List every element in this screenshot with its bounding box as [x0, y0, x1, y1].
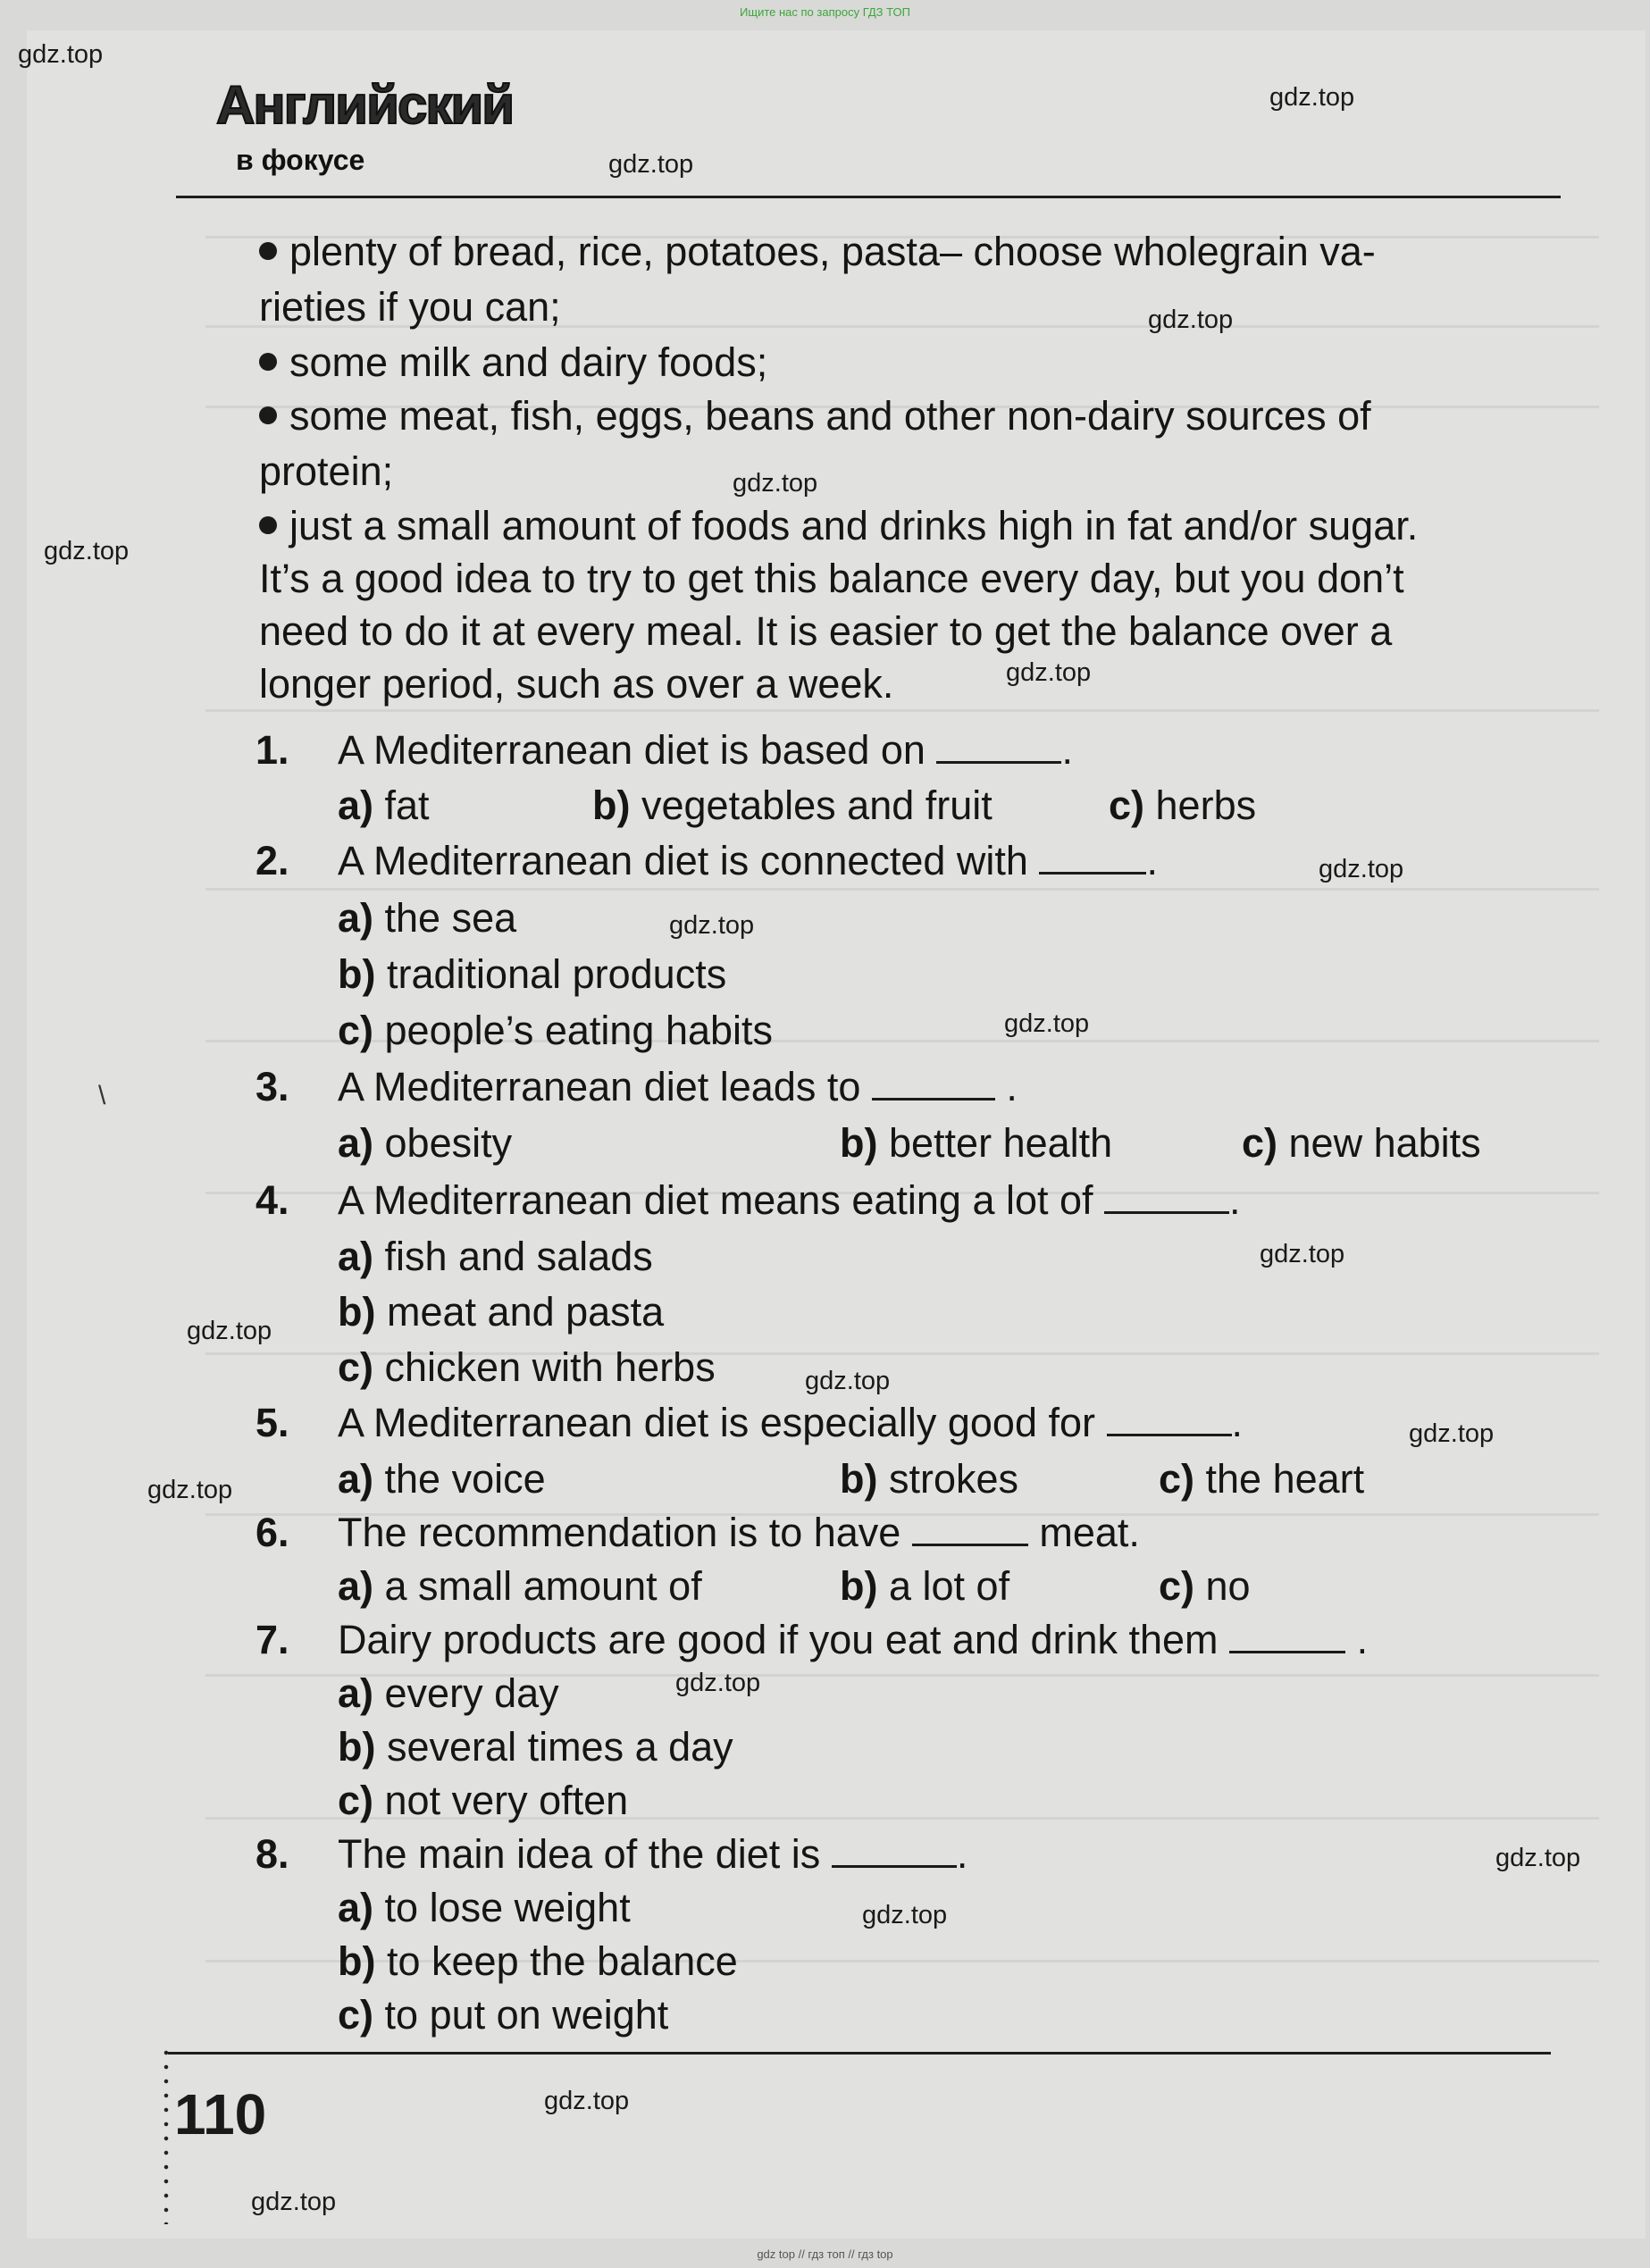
margin-dots	[163, 2046, 169, 2224]
answer-option[interactable]: c) chicken with herbs	[338, 1344, 716, 1390]
watermark: gdz.top	[1269, 83, 1355, 112]
question-text: A Mediterranean diet is especially good for	[338, 1400, 1095, 1445]
answer-blank[interactable]	[912, 1511, 1028, 1546]
answer-option[interactable]: c) no	[1159, 1563, 1251, 1609]
top-rule	[176, 196, 1561, 198]
answer-blank[interactable]	[832, 1833, 957, 1868]
page-number: 110	[174, 2082, 267, 2147]
answer-option[interactable]: b) to keep the balance	[338, 1938, 738, 1984]
stray-mark: \	[98, 1081, 106, 1110]
watermark: gdz.top	[1319, 855, 1404, 883]
paragraph-line: need to do it at every meal. It is easier to get the balance over a	[259, 608, 1393, 654]
list-item: some milk and dairy foods;	[259, 339, 767, 386]
question-number: 1.	[255, 727, 289, 773]
watermark: gdz.top	[1495, 1844, 1581, 1872]
answer-option[interactable]: b) traditional products	[338, 951, 727, 997]
answer-option[interactable]: b) several times a day	[338, 1724, 733, 1770]
answer-option[interactable]: a) fat	[338, 783, 430, 828]
answer-option[interactable]: b) meat and pasta	[338, 1289, 665, 1335]
paragraph-line: It’s a good idea to try to get this balance every day, but you don’t	[259, 556, 1404, 601]
watermark: gdz.top	[147, 1476, 233, 1504]
logo-title: Английский	[216, 75, 514, 135]
question-text: A Mediterranean diet is connected with	[338, 838, 1028, 883]
question-text: The recommendation is to have	[338, 1510, 901, 1555]
watermark: gdz.top	[1148, 305, 1234, 334]
watermark: gdz.top	[544, 2087, 630, 2115]
watermark: gdz.top	[1409, 1419, 1495, 1448]
answer-option[interactable]: c) new habits	[1242, 1120, 1481, 1166]
top-banner: Ищите нас по запросу ГДЗ ТОП	[740, 5, 910, 19]
question-number: 8.	[255, 1831, 289, 1877]
answer-option[interactable]: c) not very often	[338, 1778, 629, 1823]
question-number: 4.	[255, 1177, 289, 1223]
question-text: Dairy products are good if you eat and drink them	[338, 1617, 1219, 1662]
watermark: gdz.top	[862, 1901, 948, 1929]
textbook-logo	[161, 45, 514, 179]
question-text: The main idea of the diet is	[338, 1831, 821, 1877]
bullet-icon	[259, 242, 277, 260]
answer-blank[interactable]	[1104, 1179, 1229, 1214]
bottom-rule	[168, 2052, 1551, 2055]
answer-option[interactable]: a) obesity	[338, 1120, 513, 1166]
answer-blank[interactable]	[1107, 1402, 1232, 1436]
watermark: gdz.top	[18, 40, 104, 69]
question-text: A Mediterranean diet leads to	[338, 1064, 861, 1109]
list-item: just a small amount of foods and drinks high in fat and/or sugar.	[259, 503, 1418, 549]
question-number: 5.	[255, 1400, 289, 1445]
bullet-icon	[259, 516, 277, 534]
answer-option[interactable]: a) the voice	[338, 1456, 546, 1502]
answer-option[interactable]: a) the sea	[338, 895, 517, 941]
answer-blank[interactable]	[872, 1066, 995, 1101]
paragraph-line: longer period, such as over a week.	[259, 661, 894, 707]
watermark: gdz.top	[733, 469, 818, 498]
answer-option[interactable]: a) to lose weight	[338, 1885, 631, 1930]
answer-blank[interactable]	[1229, 1619, 1345, 1653]
question-text: A Mediterranean diet is based on	[338, 727, 926, 773]
answer-option[interactable]: a) fish and salads	[338, 1234, 653, 1279]
watermark: gdz.top	[669, 911, 755, 940]
answer-option[interactable]: a) every day	[338, 1670, 559, 1716]
watermark: gdz.top	[1260, 1240, 1345, 1268]
bottom-banner: gdz top // гдз топ // гдз top	[757, 2247, 893, 2261]
list-item: plenty of bread, rice, potatoes, pasta– choose wholegrain va-	[259, 229, 1376, 275]
question-number: 6.	[255, 1510, 289, 1555]
question-text: A Mediterranean diet means eating a lot of	[338, 1177, 1093, 1223]
answer-option[interactable]: c) to put on weight	[338, 1992, 669, 2038]
watermark: gdz.top	[187, 1317, 272, 1345]
answer-blank[interactable]	[936, 729, 1061, 764]
answer-option[interactable]: b) vegetables and fruit	[592, 783, 993, 828]
watermark: gdz.top	[44, 537, 130, 565]
watermark: gdz.top	[675, 1669, 761, 1697]
answer-option[interactable]: a) a small amount of	[338, 1563, 702, 1609]
list-item-continuation: rieties if you can;	[259, 284, 561, 330]
answer-option[interactable]: c) herbs	[1109, 783, 1257, 828]
bullet-icon	[259, 406, 277, 424]
watermark: gdz.top	[1006, 658, 1092, 687]
watermark: gdz.top	[251, 2188, 337, 2216]
watermark: gdz.top	[1004, 1009, 1090, 1038]
logo-subtitle: в фокусе	[236, 144, 365, 176]
question-number: 2.	[255, 838, 289, 883]
question-number: 7.	[255, 1617, 289, 1662]
watermark: gdz.top	[608, 150, 694, 179]
answer-option[interactable]: b) better health	[840, 1120, 1113, 1166]
answer-blank[interactable]	[1039, 840, 1146, 875]
question-number: 3.	[255, 1064, 289, 1109]
answer-option[interactable]: b) a lot of	[840, 1563, 1010, 1609]
answer-option[interactable]: c) the heart	[1159, 1456, 1365, 1502]
answer-option[interactable]: c) people’s eating habits	[338, 1008, 774, 1053]
answer-option[interactable]: b) strokes	[840, 1456, 1019, 1502]
list-item: some meat, fish, eggs, beans and other non-dairy sources of	[259, 393, 1371, 439]
list-item-continuation: protein;	[259, 448, 394, 494]
bullet-icon	[259, 353, 277, 371]
watermark: gdz.top	[805, 1367, 891, 1395]
